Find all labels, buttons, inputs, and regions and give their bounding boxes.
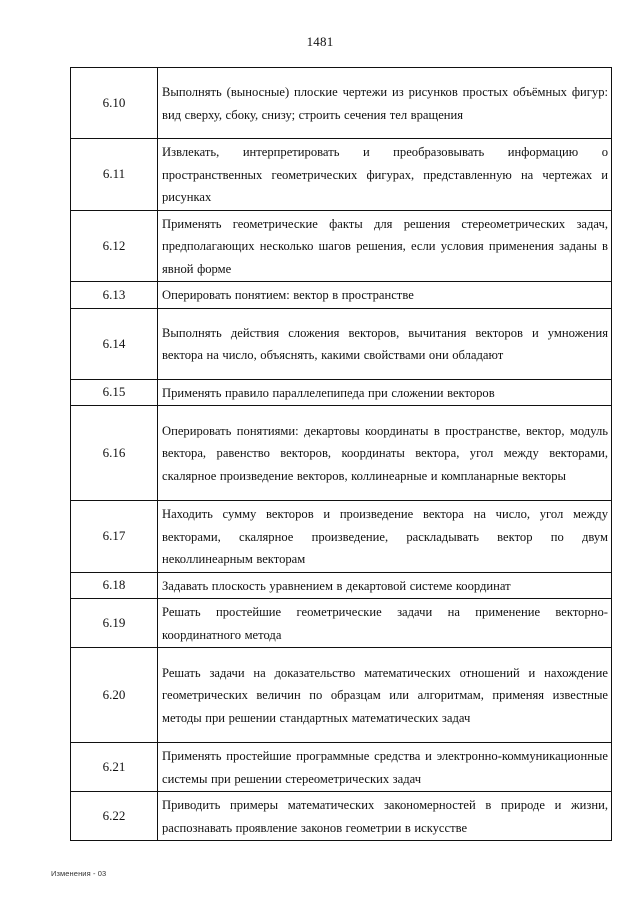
row-code: 6.19 bbox=[71, 599, 158, 648]
row-text: Находить сумму векторов и произведение вектора на число, угол между векторами, скалярное произведение, раскладывать вектор по двум неколлинеарным векторам bbox=[158, 501, 612, 573]
row-code: 6.15 bbox=[71, 379, 158, 406]
footer-revision-note: Изменения - 03 bbox=[51, 869, 107, 878]
table-row bbox=[71, 792, 612, 841]
row-text: Применять простейшие программные средства и электронно-коммуникационные системы при решении стереометрических задач bbox=[158, 743, 612, 792]
table-row bbox=[71, 572, 612, 599]
row-code: 6.10 bbox=[71, 68, 158, 139]
row-code: 6.21 bbox=[71, 743, 158, 792]
row-code: 6.14 bbox=[71, 308, 158, 379]
row-text: Применять геометрические факты для решения стереометрических задач, предполагающих несколько шагов решения, если условия применения заданы в явной форме bbox=[158, 210, 612, 282]
row-text: Выполнять (выносные) плоские чертежи из рисунков простых объёмных фигур: вид сверху, сбоку, снизу; строить сечения тел вращения bbox=[158, 68, 612, 139]
row-code: 6.20 bbox=[71, 648, 158, 743]
table-row bbox=[71, 139, 612, 211]
table-row bbox=[71, 648, 612, 743]
table-row bbox=[71, 379, 612, 406]
table-row bbox=[71, 406, 612, 501]
table-row bbox=[71, 308, 612, 379]
page-number: 1481 bbox=[306, 34, 334, 49]
table-row bbox=[71, 743, 612, 792]
row-text: Оперировать понятием: вектор в пространстве bbox=[158, 282, 612, 309]
row-text: Оперировать понятиями: декартовы координаты в пространстве, вектор, модуль вектора, равенство векторов, координаты вектора, угол между векторами, скалярное произведение векторов, коллинеарные и компланарные векторы bbox=[158, 406, 612, 501]
row-code: 6.22 bbox=[71, 792, 158, 841]
table-row bbox=[71, 599, 612, 648]
row-code: 6.17 bbox=[71, 501, 158, 573]
row-code: 6.18 bbox=[71, 572, 158, 599]
row-text: Извлекать, интерпретировать и преобразовывать информацию о пространственных геометрических фигурах, представленную на чертежах и рисунках bbox=[158, 139, 612, 211]
table-row bbox=[71, 501, 612, 573]
row-text: Приводить примеры математических закономерностей в природе и жизни, распознавать проявление законов геометрии в искусстве bbox=[158, 792, 612, 841]
row-text: Решать задачи на доказательство математических отношений и нахождение геометрических величин по образцам или алгоритмам, применяя известные методы при решении стандартных математических задач bbox=[158, 648, 612, 743]
row-code: 6.12 bbox=[71, 210, 158, 282]
row-text: Применять правило параллелепипеда при сложении векторов bbox=[158, 379, 612, 406]
table-row bbox=[71, 210, 612, 282]
row-code: 6.16 bbox=[71, 406, 158, 501]
row-text: Решать простейшие геометрические задачи на применение векторно-координатного метода bbox=[158, 599, 612, 648]
row-code: 6.11 bbox=[71, 139, 158, 211]
row-text: Выполнять действия сложения векторов, вычитания векторов и умножения вектора на число, объяснять, какими свойствами они обладают bbox=[158, 308, 612, 379]
table-row bbox=[71, 68, 612, 139]
row-code: 6.13 bbox=[71, 282, 158, 309]
row-text: Задавать плоскость уравнением в декартовой системе координат bbox=[158, 572, 612, 599]
requirements-table bbox=[70, 67, 612, 841]
table-row bbox=[71, 282, 612, 309]
